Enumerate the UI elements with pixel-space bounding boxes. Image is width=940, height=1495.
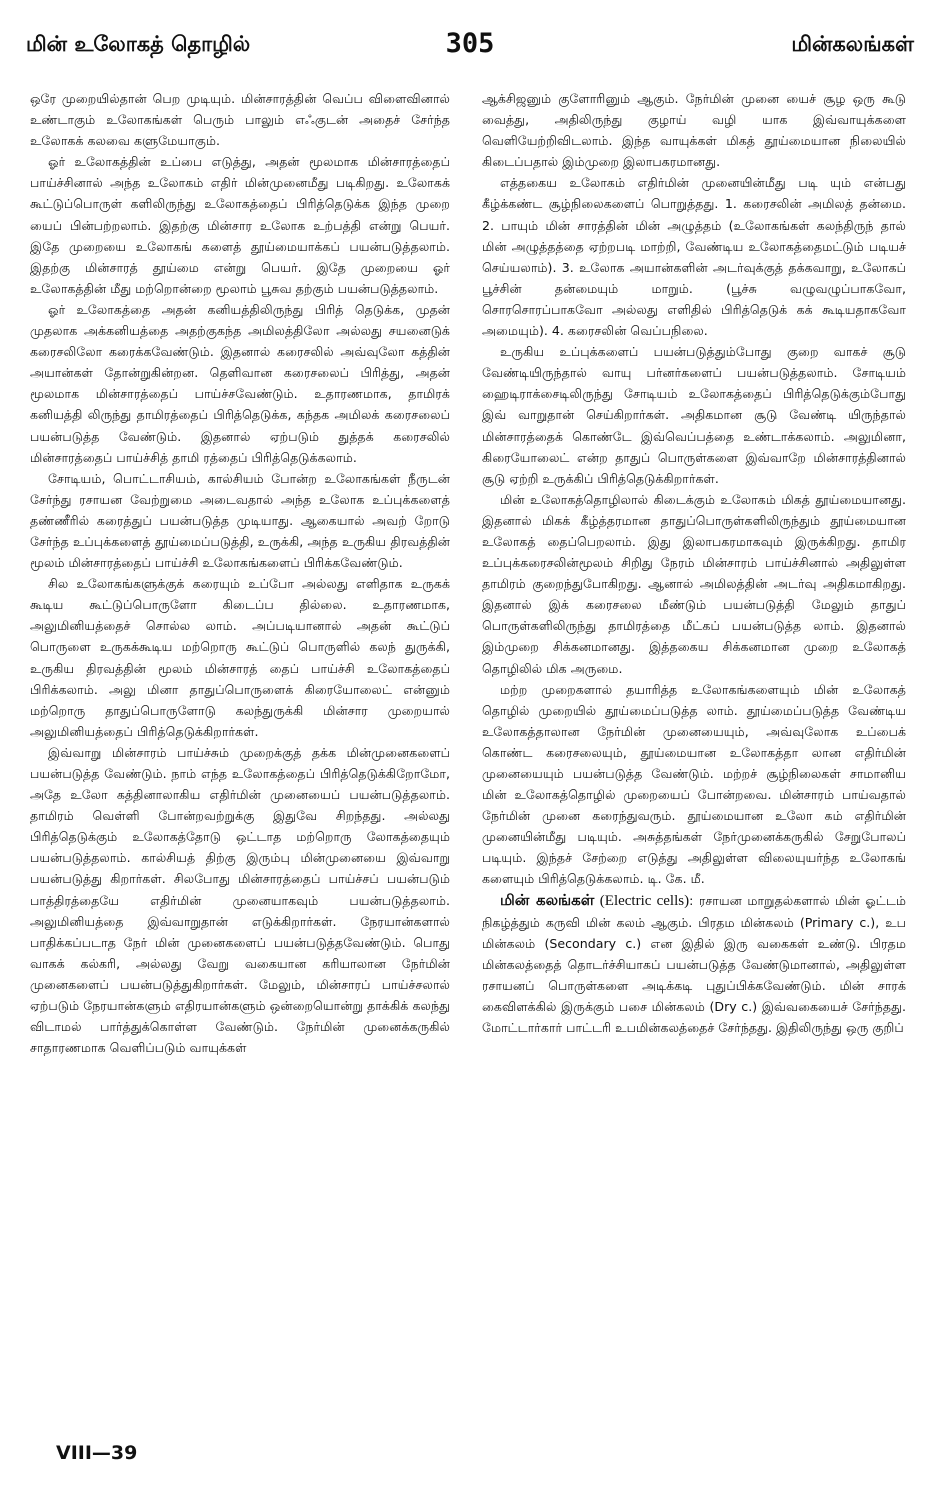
running-head [26, 28, 914, 64]
entry-title: மின் கலங்கள் [500, 890, 595, 909]
signature-mark: VIII—39 [56, 1442, 138, 1464]
paragraph: சில உலோகங்களுக்குக் கரையும் உப்போ அல்லது எளிதாக உருகக் கூடிய கூட்டுப்பொருளோ கிடைப்ப தில்லை. உதாரணமாக, அலுமினியத்தைச் சொல்ல லாம். அப்படியானால் அதன் கூட்டுப் பொருளை உருகக்கூடிய மற்றொரு கூட்டுப் பொருளில் கலந் துருக்கி, உருகிய திரவத்தின் மூலம் மின்சாரத் தைப் பாய்ச்சி உலோகத்தைப் பிரிக்கலாம். அலு மினா தாதுப்பொருளைக் கிரையோலைட் என்னும் மற்றொரு தாதுப்பொருளோடு கலந்துருக்கி மின்சார முறையால் அலுமினியத்தைப் பிரித்தெடுக்கிறார்கள். [30, 576, 450, 739]
paragraph: சோடியம், பொட்டாசியம், கால்சியம் போன்ற உலோகங்கள் நீருடன் சேர்ந்து ரசாயன வேற்றுமை அடைவதால் அந்த உலோக உப்புக்களைத் தண்ணீரில் கரைத்துப் பயன்படுத்த முடியாது. ஆகையால் அவற் றோடு சேர்ந்த உப்புக்களைத் தூய்மைப்படுத்தி, உருக்கி, அந்த உருகிய திரவத்தின் மூலம் மின்சாரத்தைப் பாய்ச்சி உலோகங்களைப் பிரிக்கவேண்டும். [30, 470, 450, 571]
paragraph: ஓர் உலோகத்தை அதன் கனியத்திலிருந்து பிரித் தெடுக்க, முதன் முதலாக அக்கனியத்தை அதற்குகந்த அமிலத்திலோ அல்லது சயனைடுக் கரைசலிலோ கரைக்கவேண்டும். இதனால் கரைசலில் அவ்வுலோ கத்தின் அயான்கள் தோன்றுகின்றன. தெளிவான கரைசலைப் பிரித்து, அதன் மூலமாக மின்சாரத்தைப் பாய்ச்சவேண்டும். உதாரணமாக, தாமிரக் கனியத்தி லிருந்து தாமிரத்தைப் பிரித்தெடுக்க, கந்தக அமிலக் கரைசலைப் பயன்படுத்த வேண்டும். இதனால் ஏற்படும் துத்தக் கரைசலில் மின்சாரத்தைப் பாய்ச்சித் தாமி ரத்தைப் பிரித்தெடுக்கலாம். [30, 301, 450, 465]
author-initials: டி. கே. மீ. [647, 871, 705, 887]
paragraph-text: மற்ற முறைகளால் தயாரித்த உலோகங்களையும் மின் உலோகத் தொழில் முறையில் தூய்மைப்படுத்த லாம். தூய்மைப்படுத்த வேண்டிய உலோகத்தாலான நேர்மின் முனையையும், அவ்வுலோக உப்பைக் கொண்ட கரைசலையும், தூய்மையான உலோகத்தா லான எதிர்மின் முனையையும் பயன்படுத்த வேண்டும். மற்றச் சூழ்நிலைகள் சாமானிய மின் உலோகத்தொழில் முறையைப் போன்றவை. மின்சாரம் பாய்வதால் நேர்மின் முனை கரைந்துவரும். தூய்மையான உலோ கம் எதிர்மின் முனையின்மீது படியும். அசுத்தங்கள் நேர்முனைக்கருகில் சேறுபோலப் படியும். இந்தச் சேற்றை எடுத்து அதிலுள்ள விலையுயர்ந்த உலோகங் களையும் பிரித்தெடுக்கலாம். [482, 681, 906, 887]
paragraph: ஓர் உலோகத்தின் உப்பை எடுத்து, அதன் மூலமாக மின்சாரத்தைப் பாய்ச்சினால் அந்த உலோகம் எதிர் மின்முனைமீது படிகிறது. உலோகக் கூட்டுப்பொருள் களிலிருந்து உலோகத்தைப் பிரித்தெடுக்க இந்த முறை யைப் பின்பற்றலாம். இதற்கு மின்சார உலோக உற்பத்தி என்று பெயர். இதே முறையை உலோகங் களைத் தூய்மையாக்கப் பயன்படுத்தலாம். இதற்கு மின்சாரத் தூய்மை என்று பெயர். இதே முறையை ஓர் உலோகத்தின் மீது மற்றொன்றை மூலாம் பூசுவ தற்கும் பயன்படுத்தலாம். [30, 154, 450, 296]
paragraph: எத்தகைய உலோகம் எதிர்மின் முனையின்மீது படி யும் என்பது கீழ்க்கண்ட சூழ்நிலைகளைப் பொறுத்தது. 1. கரைசலின் அமிலத் தன்மை. 2. பாயும் மின் சாரத்தின் மின் அழுத்தம் (உலோகங்கள் கலந்திருந் தால் மின் அழுத்தத்தை ஏற்றபடி மாற்றி, வேண்டிய உலோகத்தைமட்டும் படியச் செய்யலாம்). 3. உலோக அயான்களின் அடர்வுக்குத் தக்கவாறு, உலோகப் பூச்சின் தன்மையும் மாறும். (பூச்சு வழுவழுப்பாகவோ, சொரசொரப்பாகவோ அல்லது எளிதில் பிரித்தெடுக் கக் கூடியதாகவோ அமையும்). 4. கரைசலின் வெப்பநிலை. [482, 175, 906, 339]
entry-title-english: (Electric cells) [599, 892, 690, 909]
paragraph [482, 679, 906, 890]
page-number: 305 [445, 28, 495, 59]
paragraph: ஆக்சிஜனும் குளோரினும் ஆகும். நேர்மின் முனை யைச் சூழ ஒரு கூடு வைத்து, அதிலிருந்து குழாய் வழி யாக இவ்வாயுக்களை வெளியேற்றிவிடலாம். இந்த வாயுக்கள் மிகத் தூய்மையான நிலையில் கிடைப்பதால் இம்முறை இலாபகரமானது. [482, 91, 906, 170]
header-left-title: மின் உலோகத் தொழில் [26, 32, 251, 56]
paragraph: ஒரே முறையில்தான் பெற முடியும். மின்சாரத்தின் வெப்ப விளைவினால் உண்டாகும் உலோகங்கள் பெரும் பாலும் எஃகுடன் அதைச் சேர்ந்த உலோகக் கலவை களுமேயாகும். [30, 91, 450, 149]
entry-body: : ரசாயன மாறுதல்களால் மின் ஓட்டம் நிகழ்த்தும் கருவி மின் கலம் ஆகும். பிரதம மின்கலம் (Primary c.), உப மின்கலம் (Secondary c.) என இதில் இரு வகைகள் உண்டு. பிரதம மின்கலத்தைத் தொடர்ச்சியாகப் பயன்படுத்த வேண்டுமானால், அதிலுள்ள ரசாயனப் பொருள்களை அடிக்கடி புதுப்பிக்கவேண்டும். மின் சாரக் கைவிளக்கில் இருக்கும் பசை மின்கலம் (Dry c.) இவ்வகையைச் சேர்ந்தது. மோட்டார்கார் பாட்டரி உபமின்கலத்தைச் சேர்ந்தது. இதிலிருந்து ஒரு குறிப் [482, 892, 906, 1036]
paragraph: மின் உலோகத்தொழிலால் கிடைக்கும் உலோகம் மிகத் தூய்மையானது. இதனால் மிகக் கீழ்த்தரமான தாதுப்பொருள்களிலிருந்தும் தூய்மையான உலோகத் தைப்பெறலாம். இது இலாபகரமாகவும் இருக்கிறது. தாமிர உப்புக்கரைசலின்மூலம் சிறிது நேரம் மின்சாரம் பாய்ச்சினால் அதிலுள்ள தாமிரம் குறைந்துபோகிறது. ஆனால் அமிலத்தின் அடர்வு அதிகமாகிறது. இதனால் இக் கரைசலை மீண்டும் பயன்படுத்தி மேலும் தாதுப் பொருள்களிலிருந்து தாமிரத்தை மீட்கப் பயன்படுத்த லாம். இதனால் இம்முறை சிக்கனமானது. இத்தகைய சிக்கனமான முறை உலோகத் தொழிலில் மிக அருமை. [482, 491, 906, 676]
entry-paragraph [482, 890, 906, 1039]
paragraph: உருகிய உப்புக்களைப் பயன்படுத்தும்போது குறை வாகச் சூடு வேண்டியிருந்தால் வாயு பர்னர்களைப் பயன்படுத்தலாம். சோடியம் ஹைடிராக்சைடிலிருந்து சோடியம் உலோகத்தைப் பிரித்தெடுக்கும்போது இவ் வாறுதான் செய்கிறார்கள். அதிகமான சூடு வேண்டி யிருந்தால் மின்சாரத்தைக் கொண்டே இவ்வெப்பத்தை உண்டாக்கலாம். அலுமினா, கிரையோலைட் என்ற தாதுப் பொருள்களை இவ்வாறே மின்சாரத்தினால் சூடு ஏற்றி உருக்கிப் பிரித்தெடுக்கிறார்கள். [482, 344, 906, 486]
right-column [482, 88, 906, 1038]
left-column [30, 88, 450, 1058]
header-right-title: மின்கலங்கள் [791, 32, 914, 56]
paragraph: இவ்வாறு மின்சாரம் பாய்ச்சும் முறைக்குத் தக்க மின்முனைகளைப் பயன்படுத்த வேண்டும். நாம் எந்த உலோகத்தைப் பிரித்தெடுக்கிறோமோ, அதே உலோ கத்தினாலாகிய எதிர்மின் முனையைப் பயன்படுத்தலாம். தாமிரம் வெள்ளி போன்றவற்றுக்கு இதுவே சிறந்தது. அல்லது பிரித்தெடுக்கும் உலோகத்தோடு ஒட்டாத மற்றொரு லோகத்தையும் பயன்படுத்தலாம். கால்சியத் திற்கு இரும்பு மின்முனையை இவ்வாறு பயன்படுத்து கிறார்கள். சிலபோது மின்சாரத்தைப் பாய்ச்சப் பயன்படும் பாத்திரத்தையே எதிர்மின் முனையாகவும் பயன்படுத்தலாம். அலுமினியத்தை இவ்வாறுதான் எடுக்கிறார்கள். நேரயான்களால் பாதிக்கப்படாத நேர் மின் முனைகளைப் பயன்படுத்தவேண்டும். பொது வாகக் கல்கரி, அல்லது வேறு வகையான கரியாலான நேர்மின் முனைகளைப் பயன்படுத்துகிறார்கள். மேலும், மின்சாரப் பாய்ச்சலால் ஏற்படும் நேரயான்களும் எதிரயான்களும் ஒன்றையொன்று தாக்கிக் கலந்து விடாமல் பார்த்துக்கொள்ள வேண்டும். நேர்மின் முனைக்கருகில் சாதாரணமாக வெளிப்படும் வாயுக்கள் [30, 744, 450, 1056]
